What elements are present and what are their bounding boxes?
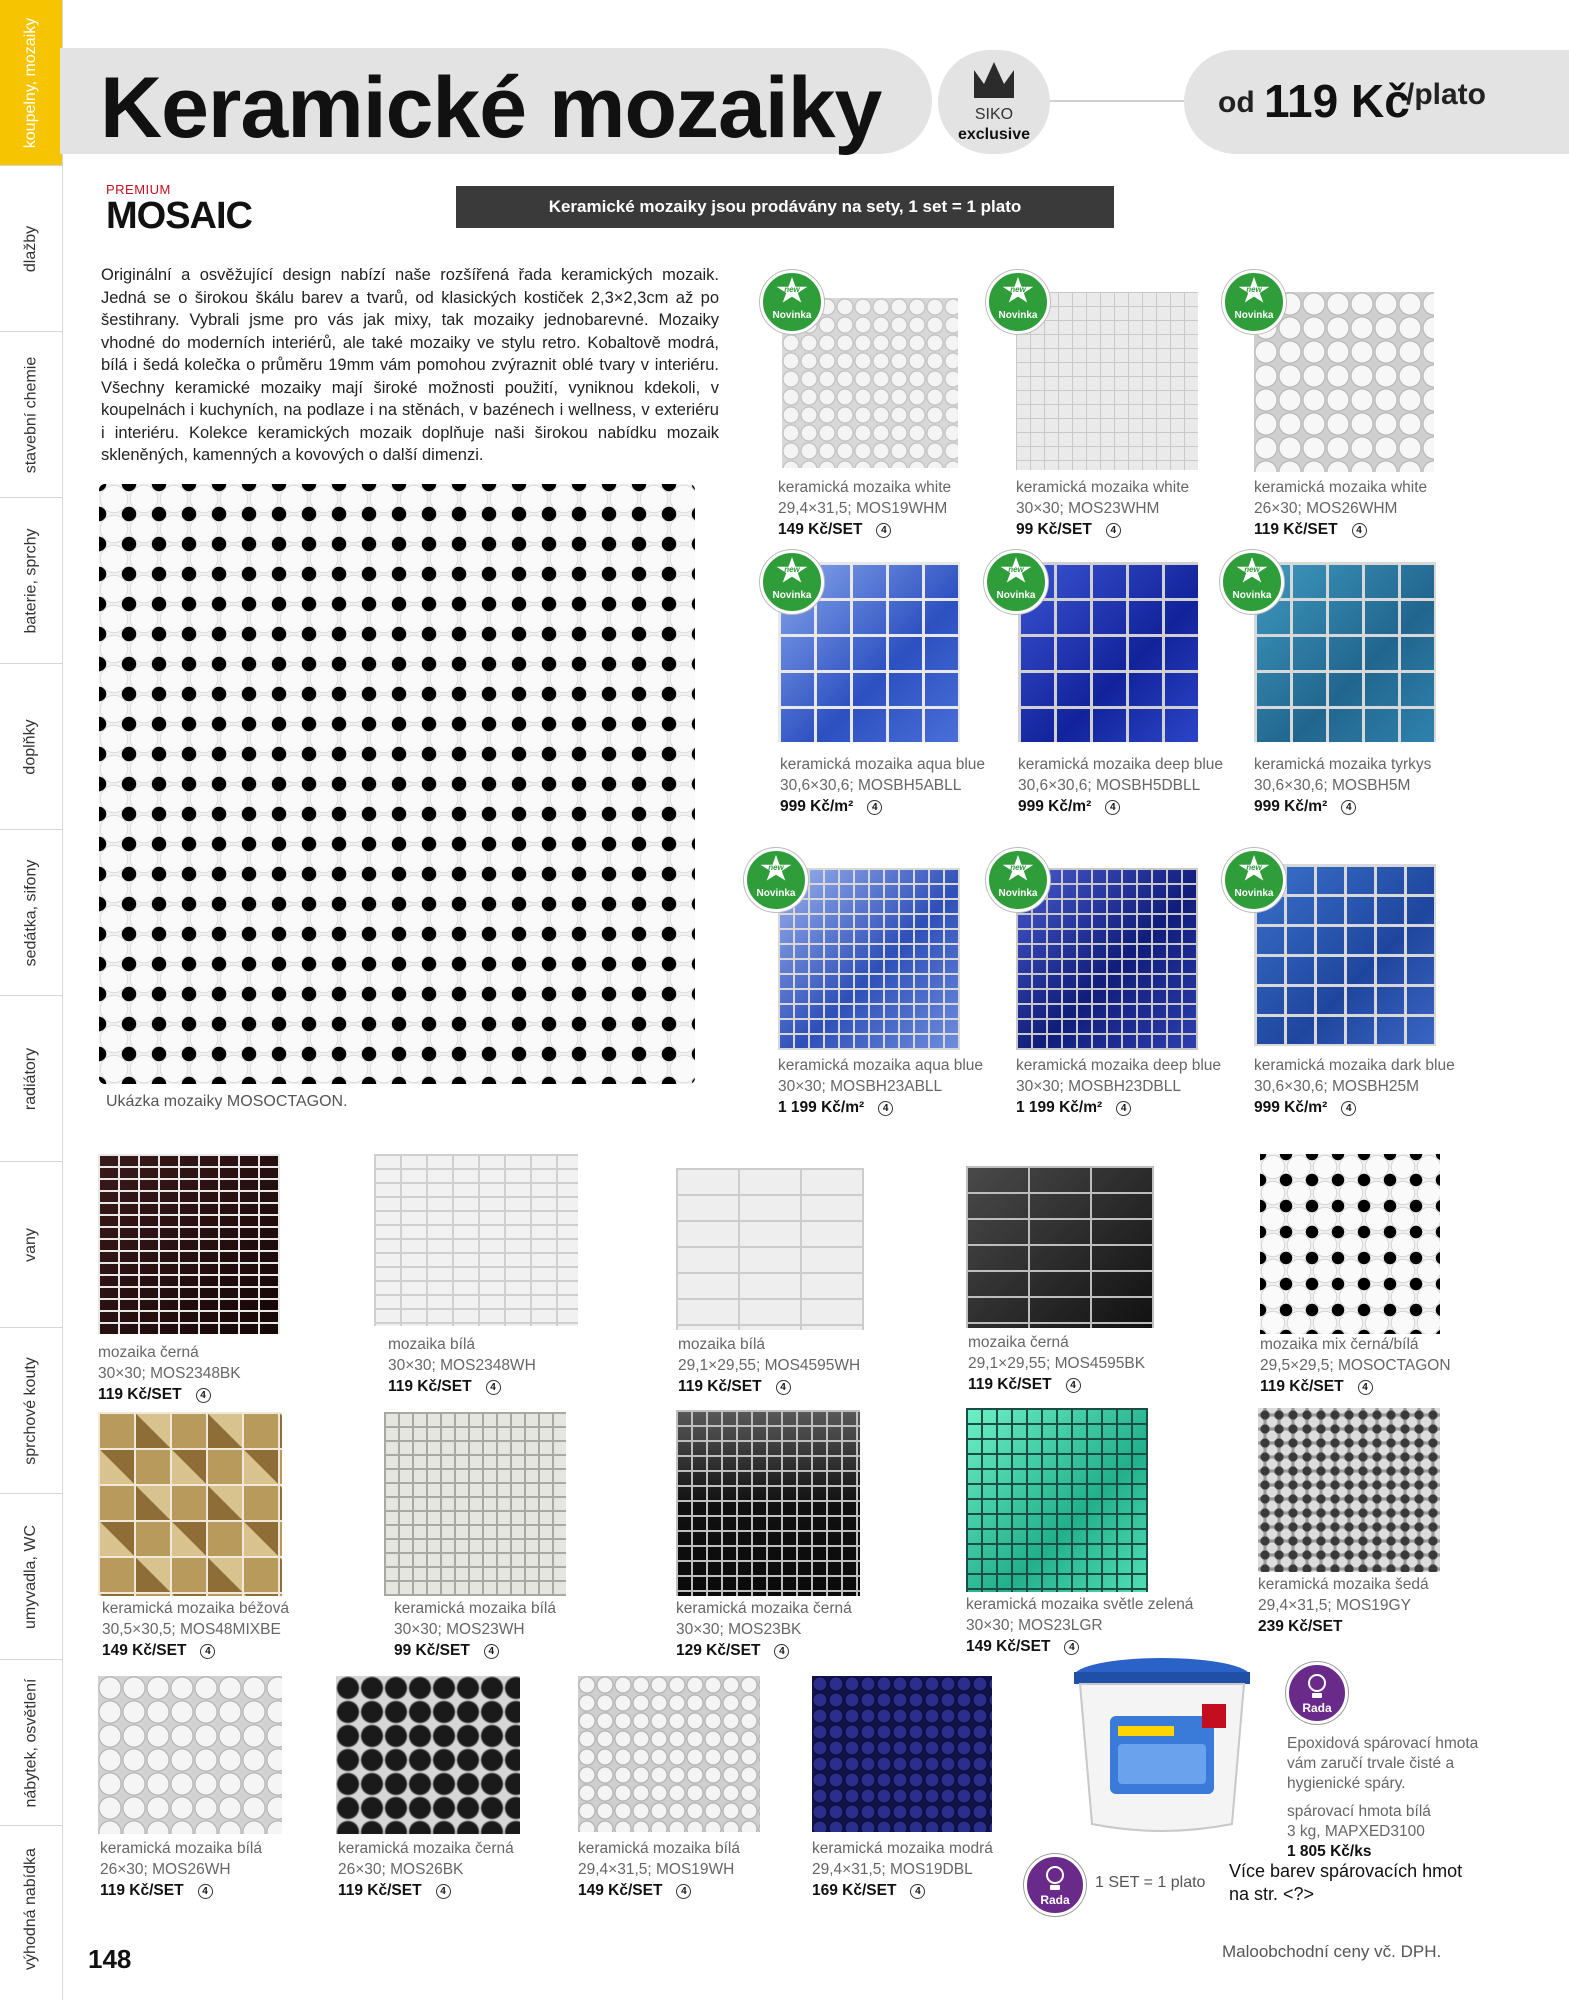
product-price: 149 Kč/SET	[578, 1882, 663, 1899]
product-spec: 26×30; MOS26BK	[338, 1861, 464, 1878]
pickup-icon: 4	[198, 1884, 213, 1899]
sidebar-tab-sedatka-sifony[interactable]	[0, 830, 62, 996]
novinka-badge	[984, 550, 1048, 614]
pickup-icon: 4	[867, 800, 882, 815]
product-price: 119 Kč/SET	[388, 1378, 472, 1395]
rada-label: Rada	[1302, 1701, 1332, 1715]
badge-label: Novinka	[998, 310, 1038, 321]
pickup-icon: 4	[1341, 1101, 1356, 1116]
product-name: keramická mozaika deep blue	[1018, 756, 1224, 773]
rada-tip-badge	[1286, 1662, 1348, 1724]
price-amount: 119 Kč	[1264, 75, 1410, 127]
product-image[interactable]	[578, 1676, 760, 1832]
product-name: mozaika mix černá/bílá	[1260, 1336, 1419, 1353]
product-spec: 26×30; MOS26WHM	[1254, 500, 1398, 517]
grout-name: spárovací hmota bílá	[1287, 1803, 1431, 1820]
grout-bucket-image[interactable]	[1072, 1656, 1252, 1834]
product-label	[780, 754, 985, 817]
sidebar-tab-label: výhodná nabídka	[22, 1848, 39, 1970]
badge-label: Novinka	[1232, 590, 1272, 601]
lightbulb-base	[1312, 1693, 1322, 1698]
sidebar	[0, 0, 63, 2000]
grout-description: Epoxidová spárovací hmota vám zaručí trvale čisté a hygienické spáry.	[1287, 1735, 1479, 1792]
more-colors-note: Více barev spárovacích hmot na str. <?>	[1229, 1861, 1463, 1904]
product-label	[1254, 477, 1427, 540]
page-number: 148	[88, 1944, 132, 1974]
product-spec: 29,1×29,55; MOS4595BK	[968, 1355, 1146, 1372]
price-prefix: od	[1218, 86, 1255, 119]
product-name: keramická mozaika černá	[676, 1600, 852, 1617]
product-price: 999 Kč/m²	[780, 798, 854, 815]
product-image[interactable]	[374, 1154, 578, 1326]
product-spec: 30×30; MOSBH23DBLL	[1016, 1078, 1181, 1095]
product-spec: 30×30; MOS2348BK	[98, 1365, 241, 1382]
sidebar-tab-vany[interactable]	[0, 1162, 62, 1328]
rada-tip-badge	[1024, 1854, 1086, 1916]
product-name: keramická mozaika white	[778, 479, 952, 496]
sidebar-tab-baterie-sprchy[interactable]	[0, 498, 62, 664]
price-pill	[1184, 50, 1569, 154]
pickup-icon: 4	[484, 1644, 499, 1659]
product-name: keramická mozaika černá	[338, 1840, 514, 1857]
product-label	[338, 1838, 514, 1901]
pickup-icon: 4	[1352, 523, 1367, 538]
product-label	[778, 477, 951, 540]
sidebar-tab-nabytek-osvetleni[interactable]	[0, 1660, 62, 1826]
badge-new-text: new	[768, 863, 784, 872]
product-label	[812, 1838, 993, 1901]
price-unit: /plato	[1406, 78, 1486, 111]
product-price: 119 Kč/SET	[1254, 521, 1338, 538]
product-label	[578, 1838, 740, 1901]
header-connector	[1050, 100, 1186, 102]
product-name: keramická mozaika tyrkys	[1254, 756, 1432, 773]
product-name: keramická mozaika deep blue	[1016, 1057, 1222, 1074]
product-label	[1016, 477, 1189, 540]
product-spec: 30,5×30,5; MOS48MIXBE	[102, 1621, 281, 1638]
product-image[interactable]	[676, 1168, 864, 1330]
product-label	[394, 1598, 556, 1661]
badge-label: Novinka	[996, 590, 1036, 601]
lightbulb-icon	[1308, 1674, 1326, 1692]
set-plato-note: 1 SET = 1 plato	[1095, 1874, 1206, 1891]
sidebar-tab-label: stavební chemie	[22, 356, 40, 473]
product-spec: 30,6×30,6; MOSBH25M	[1254, 1078, 1419, 1095]
sidebar-tab-label: dlažby	[22, 225, 39, 272]
product-price: 149 Kč/SET	[778, 521, 863, 538]
product-name: mozaika černá	[98, 1344, 199, 1361]
product-price: 1 199 Kč/m²	[1016, 1099, 1103, 1116]
product-spec: 30,6×30,6; MOSBH5ABLL	[780, 777, 962, 794]
product-image[interactable]	[98, 1154, 280, 1334]
novinka-badge	[1222, 270, 1286, 334]
badge-new-text: new	[784, 285, 800, 294]
pickup-icon: 4	[774, 1644, 789, 1659]
product-label	[1258, 1574, 1429, 1637]
sidebar-tab-label: nábytek, osvětlení	[22, 1678, 39, 1807]
pickup-icon: 4	[486, 1380, 501, 1395]
intro-paragraph: Originální a osvěžující design nabízí naše rozšířená řada keramických mozaik. Jedná se o širokou škálu barev a tvarů, od klasických kostiček 2,3×2,3cm až po šestihrany. Vybrali jsme pro vás jak mixy, tak mozaiky jednobarevné. Mozaiky vhodné do moderních interiérů, ale také mozaiky ve stylu retro. Kobaltově modrá, bílá i šedá kolečka o průměru 19mm vám pomohou zvýraznit oblé tvary v interiéru. Všechny keramické mozaiky mají široké možnosti použití, vyniknou kdekoli, v koupelnách i kuchyních, na podlaze i na stěnách, v bazénech i wellness, v exteriéru i interiéru. Kolekce keramických mozaik doplňuje naši širokou nabídku mozaik skleněných, kamenných a kovových o další dimenzi.	[101, 266, 719, 464]
product-price: 99 Kč/SET	[1016, 521, 1092, 538]
product-price: 149 Kč/SET	[966, 1638, 1051, 1655]
novinka-badge	[744, 848, 808, 912]
product-price: 1 199 Kč/m²	[778, 1099, 865, 1116]
product-label	[388, 1334, 536, 1397]
pickup-icon: 4	[878, 1101, 893, 1116]
product-name: keramická mozaika bílá	[100, 1840, 262, 1857]
product-name: keramická mozaika aqua blue	[780, 756, 986, 773]
sidebar-tab-label: doplňky	[22, 718, 39, 775]
sidebar-tab-sprchove-kouty[interactable]	[0, 1328, 62, 1494]
badge-new-text: new	[1008, 565, 1024, 574]
badge-new-text: new	[1010, 863, 1026, 872]
product-label	[1016, 1055, 1221, 1118]
pickup-icon: 4	[1358, 1380, 1373, 1395]
product-label	[98, 1342, 241, 1405]
novinka-badge	[986, 848, 1050, 912]
logo-premium-text: PREMIUM	[106, 182, 171, 197]
pickup-icon: 4	[1066, 1378, 1081, 1393]
badge-new-text: new	[1246, 863, 1262, 872]
sidebar-tab-radiatory[interactable]	[0, 996, 62, 1162]
product-spec: 26×30; MOS26WH	[100, 1861, 231, 1878]
pickup-icon: 4	[196, 1388, 211, 1403]
badge-new-text: new	[784, 565, 800, 574]
product-image[interactable]	[98, 1412, 282, 1596]
novinka-badge	[986, 270, 1050, 334]
product-spec: 29,4×31,5; MOS19GY	[1258, 1597, 1411, 1614]
product-image[interactable]	[676, 1410, 860, 1596]
product-spec: 30×30; MOS23WHM	[1016, 500, 1160, 517]
product-price: 119 Kč/SET	[338, 1882, 422, 1899]
logo-mosaic-text: MOSAIC	[106, 195, 252, 237]
product-spec: 30×30; MOS2348WH	[388, 1357, 536, 1374]
product-spec: 30×30; MOSBH23ABLL	[778, 1078, 943, 1095]
product-price: 999 Kč/m²	[1254, 798, 1328, 815]
product-name: keramická mozaika bílá	[394, 1600, 556, 1617]
product-spec: 29,4×31,5; MOS19DBL	[812, 1861, 973, 1878]
product-price: 119 Kč/SET	[100, 1882, 184, 1899]
product-price: 119 Kč/SET	[1260, 1378, 1344, 1395]
mosoctagon-hero-image	[99, 484, 695, 1084]
product-name: keramická mozaika aqua blue	[778, 1057, 984, 1074]
sidebar-tab-umyvadla-wc[interactable]	[0, 1494, 62, 1660]
product-image[interactable]	[98, 1676, 282, 1834]
badge-label: Novinka	[998, 888, 1038, 899]
badge-new-text: new	[1244, 565, 1260, 574]
sidebar-tab-label: radiátory	[22, 1047, 39, 1110]
product-spec: 29,4×31,5; MOS19WH	[578, 1861, 735, 1878]
lightbulb-base	[1050, 1885, 1060, 1890]
hero-caption: Ukázka mozaiky MOSOCTAGON.	[106, 1093, 348, 1110]
pickup-icon: 4	[1341, 800, 1356, 815]
badge-label: Novinka	[772, 310, 812, 321]
grout-spec: 3 kg, MAPXED3100	[1287, 1823, 1425, 1840]
pickup-icon: 4	[436, 1884, 451, 1899]
product-name: keramická mozaika světle zelená	[966, 1596, 1194, 1613]
lightbulb-icon	[1046, 1866, 1064, 1884]
product-label	[966, 1594, 1193, 1657]
sidebar-tab-koupelny-mozaiky[interactable]	[0, 0, 62, 166]
product-name: mozaika bílá	[388, 1336, 476, 1353]
product-spec: 29,5×29,5; MOSOCTAGON	[1260, 1357, 1451, 1374]
rada-label: Rada	[1040, 1893, 1070, 1907]
product-label	[1254, 1055, 1455, 1118]
novinka-badge	[760, 550, 824, 614]
set-info-banner: Keramické mozaiky jsou prodávány na sety, 1 set = 1 plato	[456, 186, 1114, 228]
product-label	[676, 1598, 852, 1661]
badge-new-text: new	[1010, 285, 1026, 294]
product-name: keramická mozaika béžová	[102, 1600, 289, 1617]
product-name: mozaika bílá	[678, 1336, 766, 1353]
product-price: 129 Kč/SET	[676, 1642, 761, 1659]
badge-label: Novinka	[772, 590, 812, 601]
pickup-icon: 4	[776, 1380, 791, 1395]
product-price: 169 Kč/SET	[812, 1882, 897, 1899]
product-name: keramická mozaika šedá	[1258, 1576, 1429, 1593]
product-price: 149 Kč/SET	[102, 1642, 187, 1659]
product-image[interactable]	[966, 1166, 1154, 1328]
exclusive-brand: SIKO	[974, 106, 1014, 123]
product-name: keramická mozaika modrá	[812, 1840, 993, 1857]
product-price: 119 Kč/SET	[678, 1378, 762, 1395]
product-spec: 30,6×30,6; MOSBH5DBLL	[1018, 777, 1201, 794]
product-spec: 30,6×30,6; MOSBH5M	[1254, 777, 1411, 794]
product-spec: 30×30; MOS23BK	[676, 1621, 802, 1638]
badge-label: Novinka	[1234, 310, 1274, 321]
product-name: mozaika černá	[968, 1334, 1069, 1351]
product-label	[1260, 1334, 1451, 1397]
premium-mosaic-logo	[106, 182, 252, 237]
pickup-icon: 4	[1106, 523, 1121, 538]
product-image[interactable]	[336, 1676, 520, 1834]
pickup-icon: 4	[876, 523, 891, 538]
product-name: keramická mozaika bílá	[578, 1840, 740, 1857]
product-spec: 29,1×29,55; MOS4595WH	[678, 1357, 861, 1374]
pickup-icon: 4	[910, 1884, 925, 1899]
crown-icon	[971, 58, 1017, 104]
product-image[interactable]	[384, 1412, 566, 1596]
sidebar-tab-label: vany	[21, 1227, 39, 1262]
product-image[interactable]	[966, 1408, 1148, 1592]
product-label	[102, 1598, 289, 1661]
badge-label: Novinka	[1234, 888, 1274, 899]
sidebar-tab-label: sprchové kouty	[22, 1356, 40, 1465]
sidebar-tab-label: baterie, sprchy	[22, 528, 39, 633]
product-image[interactable]	[778, 868, 960, 1050]
pickup-icon: 4	[200, 1644, 215, 1659]
product-name: keramická mozaika white	[1016, 479, 1190, 496]
product-name: keramická mozaika white	[1254, 479, 1428, 496]
product-price: 119 Kč/SET	[98, 1386, 182, 1403]
novinka-badge	[1222, 848, 1286, 912]
product-label	[1254, 754, 1431, 817]
product-label	[678, 1334, 860, 1397]
product-label	[1018, 754, 1223, 817]
product-price: 999 Kč/m²	[1018, 798, 1092, 815]
novinka-badge	[760, 270, 824, 334]
exclusive-label: exclusive	[957, 126, 1031, 143]
product-price: 119 Kč/SET	[968, 1376, 1052, 1393]
product-name: keramická mozaika dark blue	[1254, 1057, 1455, 1074]
product-image[interactable]	[812, 1676, 992, 1832]
sidebar-tab-dlazby[interactable]	[0, 166, 62, 332]
sidebar-tab-label: koupelny, mozaiky	[22, 17, 39, 148]
novinka-badge	[1220, 550, 1284, 614]
sidebar-tab-doplnky[interactable]	[0, 664, 62, 830]
product-price: 99 Kč/SET	[394, 1642, 470, 1659]
badge-new-text: new	[1246, 285, 1262, 294]
product-price: 999 Kč/m²	[1254, 1099, 1328, 1116]
pickup-icon: 4	[1105, 800, 1120, 815]
product-label	[100, 1838, 262, 1901]
badge-label: Novinka	[756, 888, 796, 899]
grout-info	[1287, 1734, 1507, 1862]
product-label	[968, 1332, 1145, 1395]
pickup-icon: 4	[1116, 1101, 1131, 1116]
sidebar-tab-label: umyvadla, WC	[22, 1524, 39, 1629]
pickup-icon: 4	[1064, 1640, 1079, 1655]
product-spec: 30×30; MOS23WH	[394, 1621, 525, 1638]
product-spec: 30×30; MOS23LGR	[966, 1617, 1103, 1634]
pickup-icon: 4	[676, 1884, 691, 1899]
footer-note: Maloobchodní ceny vč. DPH.	[1222, 1942, 1442, 1961]
product-image[interactable]	[1258, 1408, 1440, 1572]
product-image[interactable]	[1260, 1154, 1440, 1334]
product-label	[778, 1055, 983, 1118]
page-title: Keramické mozaiky	[100, 60, 882, 156]
grout-price: 1 805 Kč/ks	[1287, 1843, 1372, 1860]
product-price: 239 Kč/SET	[1258, 1618, 1343, 1635]
sidebar-tab-vyhodna-nabidka[interactable]	[0, 1826, 62, 1992]
sidebar-tab-label: sedátka, sifony	[22, 859, 40, 966]
siko-exclusive-badge	[938, 50, 1050, 154]
product-spec: 29,4×31,5; MOS19WHM	[778, 500, 948, 517]
sidebar-tab-stavebni-chemie[interactable]	[0, 332, 62, 498]
